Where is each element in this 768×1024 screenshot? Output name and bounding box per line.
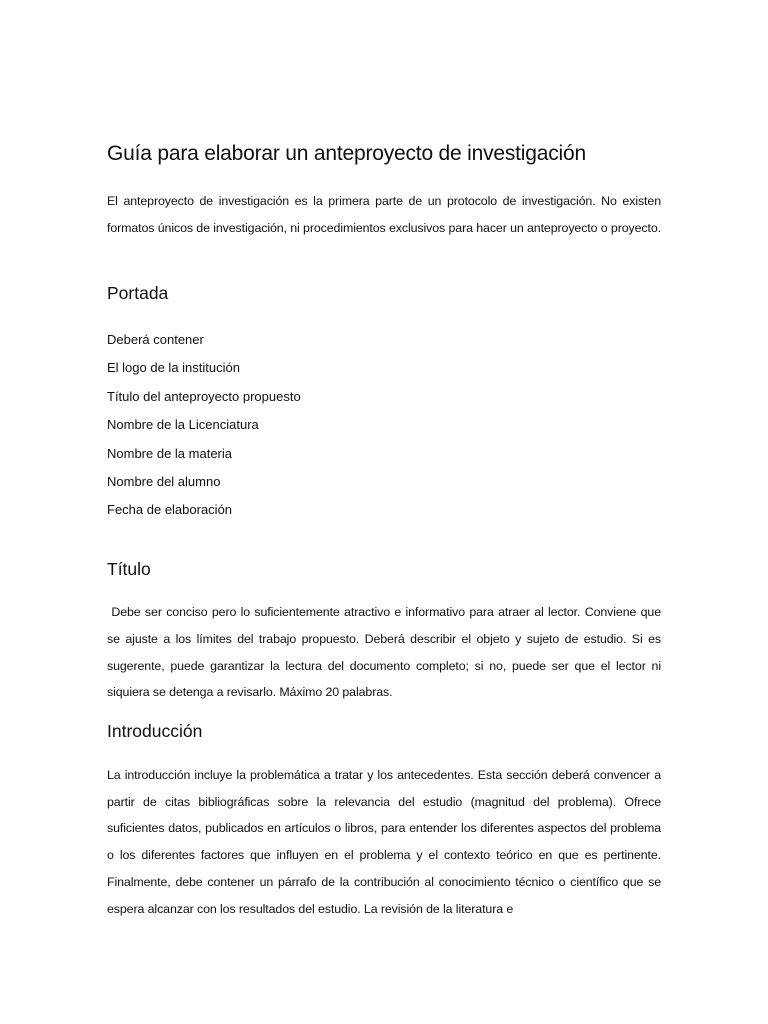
list-item: El logo de la institución xyxy=(107,360,240,376)
list-item: Fecha de elaboración xyxy=(107,502,233,518)
portada-list xyxy=(107,329,301,528)
section-heading-portada: Portada xyxy=(107,283,169,303)
list-item: Título del anteproyecto propuesto xyxy=(107,388,301,404)
section-heading-introduccion: Introducción xyxy=(107,721,203,741)
list-item: Nombre de la materia xyxy=(107,445,232,461)
section-heading-titulo: Título xyxy=(107,559,151,579)
document-title: Guía para elaborar un anteproyecto de investigación xyxy=(107,142,586,165)
introduccion-text-region xyxy=(107,762,661,930)
list-item: Nombre del alumno xyxy=(107,473,221,489)
intro-paragraph: El anteproyecto de investigación es la primera parte de un protocolo de investigación. No existen formatos únicos de investigación, ni procedimientos exclusivos para hacer un anteproyecto o proyecto. xyxy=(107,194,661,235)
introduccion-paragraph: La introducción incluye la problemática a tratar y los antecedentes. Esta sección deberá convencer a partir de citas bibliográficas sobre la relevancia del estudio (magnitud del problema). Ofrece suficientes datos, publicados en artículos o libros, para entender los diferentes aspectos del problema o los diferentes factores que influyen en el problema y el contexto teórico en que es pertinente. Finalmente, debe contener un párrafo de la contribución al conocimiento técnico o científico que se espera alcanzar con los resultados del estudio. La revisión de la literatura e xyxy=(107,768,661,916)
list-item: Deberá contener xyxy=(107,332,204,347)
list-item: Nombre de la Licenciatura xyxy=(107,417,259,433)
titulo-paragraph: Debe ser conciso pero lo suficientemente atractivo e informativo para atraer al lector. Conviene que se ajuste a los límites del trabajo propuesto. Deberá describir el objeto y sujeto de estudio. Si es sugerente, puede garantizar la lectura del documento completo; si no, puede ser que el lector ni siquiera se detenga a revisarlo. Máximo 20 palabras. xyxy=(107,605,665,700)
